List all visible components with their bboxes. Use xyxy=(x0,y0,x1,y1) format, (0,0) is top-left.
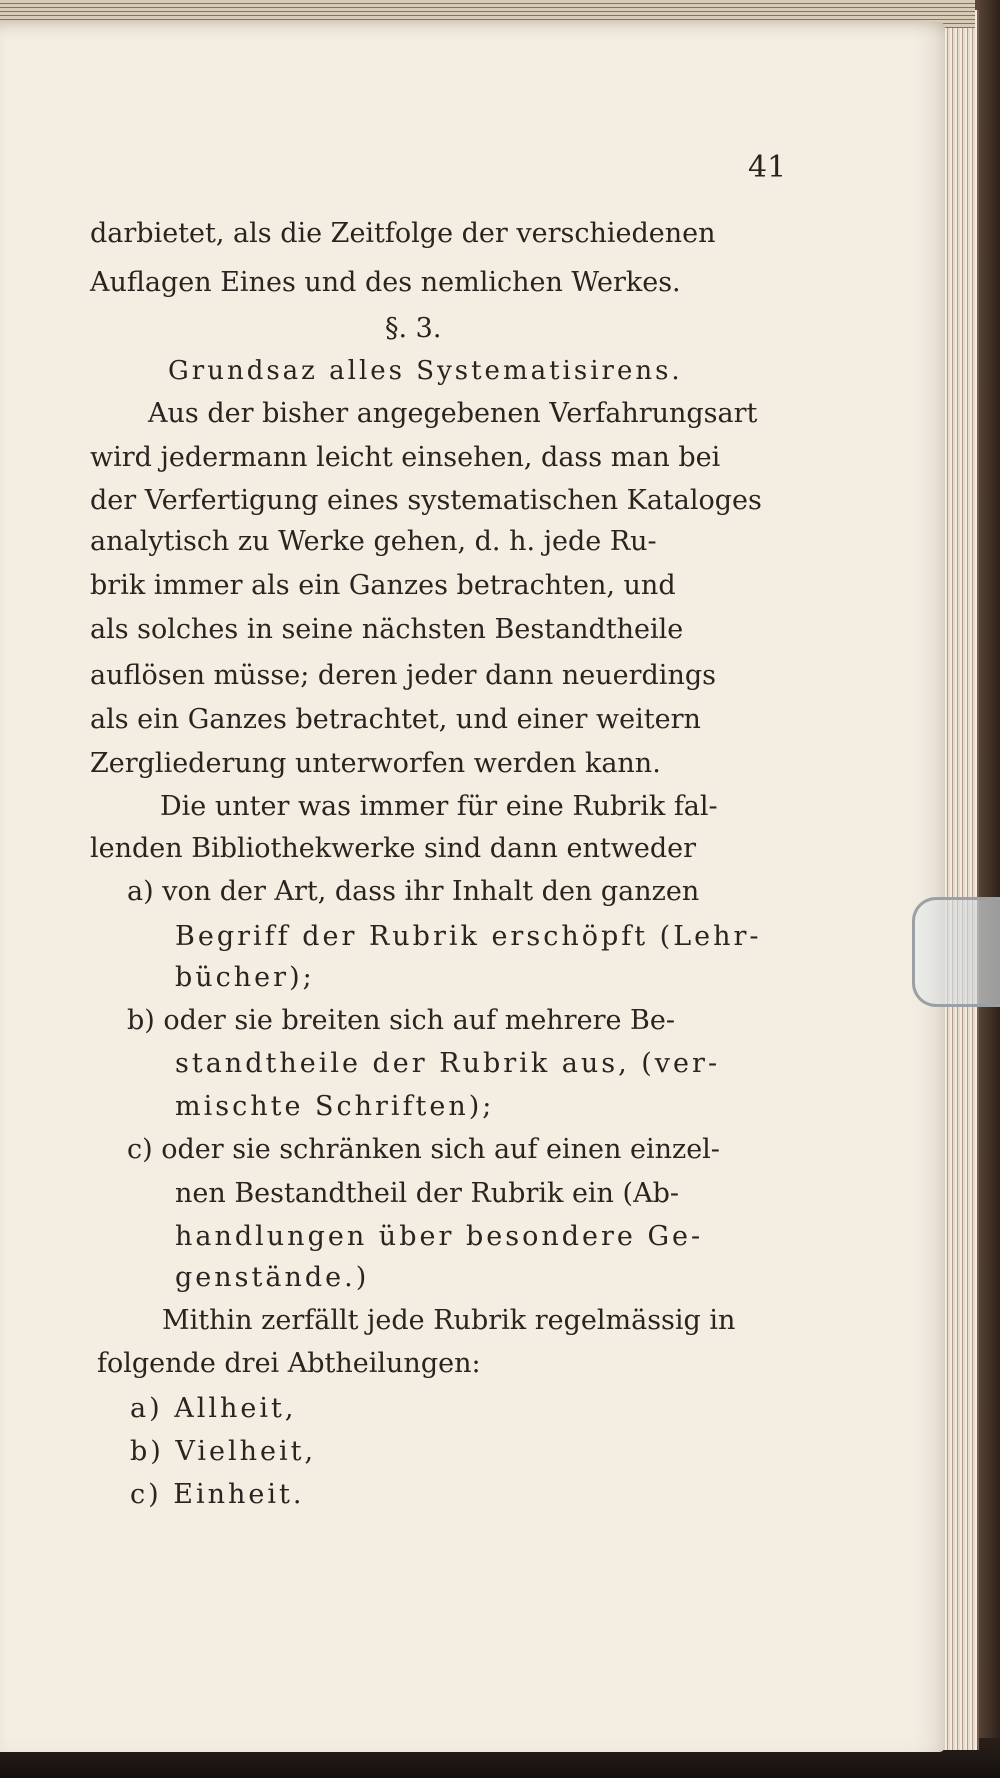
list-item-c-cont-2: handlungen über besondere Ge- xyxy=(175,1221,704,1252)
section-number: §. 3. xyxy=(385,313,442,344)
text-line-15: lenden Bibliothekwerke sind dann entweder xyxy=(90,833,696,864)
division-c: c) Einheit. xyxy=(130,1479,305,1510)
text-line-6: wird jedermann leicht einsehen, dass man bei xyxy=(90,442,721,473)
text-line-2: Auflagen Eines und des nemlichen Werkes. xyxy=(90,267,681,298)
list-item-b: b) oder sie breiten sich auf mehrere Be- xyxy=(127,1005,675,1036)
text-line-14: Die unter was immer für eine Rubrik fal- xyxy=(160,791,718,822)
list-item-a-cont-2: bücher); xyxy=(175,962,315,993)
list-item-c-cont-3: genstände.) xyxy=(175,1262,370,1293)
list-item-a: a) von der Art, dass ihr Inhalt den ganzen xyxy=(127,876,700,907)
text-line-27: folgende drei Abtheilungen: xyxy=(97,1348,481,1379)
list-item-b-cont-1: standtheile der Rubrik aus, (ver- xyxy=(175,1048,721,1079)
text-line-8: analytisch zu Werke gehen, d. h. jede Ru- xyxy=(90,526,657,557)
list-item-c: c) oder sie schränken sich auf einen einzel- xyxy=(127,1134,720,1165)
text-line-10: als solches in seine nächsten Bestandtheile xyxy=(90,614,684,645)
text-line-1: darbietet, als die Zeitfolge der verschiedenen xyxy=(90,218,716,249)
division-b: b) Vielheit, xyxy=(130,1436,317,1467)
text-line-11: auflösen müsse; deren jeder dann neuerdings xyxy=(90,660,716,691)
text-line-12: als ein Ganzes betrachtet, und einer weitern xyxy=(90,704,701,735)
list-item-c-cont-1: nen Bestandtheil der Rubrik ein (Ab- xyxy=(175,1178,679,1209)
section-heading: Grundsaz alles Systematisirens. xyxy=(168,356,683,386)
text-line-5: Aus der bisher angegebenen Verfahrungsart xyxy=(148,398,758,429)
division-a: a) Allheit, xyxy=(130,1393,297,1424)
list-item-b-cont-2: mischte Schriften); xyxy=(175,1091,495,1122)
text-line-26: Mithin zerfällt jede Rubrik regelmässig in xyxy=(162,1305,736,1336)
text-line-7: der Verfertigung eines systematischen Kataloges xyxy=(90,485,762,516)
text-line-9: brik immer als ein Ganzes betrachten, und xyxy=(90,570,676,601)
text-line-13: Zergliederung unterworfen werden kann. xyxy=(90,748,661,779)
page-number: 41 xyxy=(748,150,787,185)
page-clip xyxy=(912,897,1000,1007)
list-item-a-cont-1: Begriff der Rubrik erschöpft (Lehr- xyxy=(175,921,762,952)
